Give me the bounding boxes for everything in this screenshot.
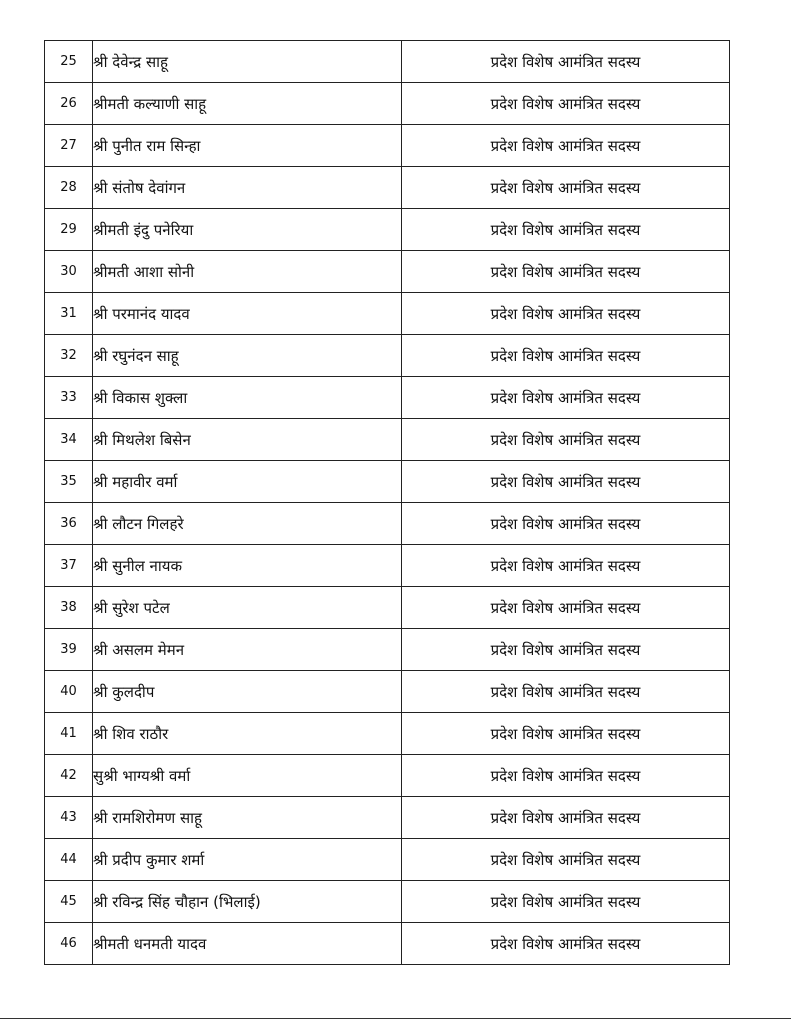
member-name-cell: श्रीमती धनमती यादव: [93, 923, 402, 965]
table-row: [45, 461, 730, 503]
member-role-cell: प्रदेश विशेष आमंत्रित सदस्य: [402, 251, 730, 293]
member-role-cell: प्रदेश विशेष आमंत्रित सदस्य: [402, 503, 730, 545]
table-row: [45, 629, 730, 671]
member-name-cell: श्रीमती आशा सोनी: [93, 251, 402, 293]
serial-number-cell: 39: [45, 629, 93, 671]
member-name-cell: श्री प्रदीप कुमार शर्मा: [93, 839, 402, 881]
table-row: [45, 923, 730, 965]
serial-number-cell: 33: [45, 377, 93, 419]
table-row: [45, 293, 730, 335]
member-name-cell: श्री लौटन गिलहरे: [93, 503, 402, 545]
serial-number-cell: 41: [45, 713, 93, 755]
serial-number-cell: 36: [45, 503, 93, 545]
member-role-cell: प्रदेश विशेष आमंत्रित सदस्य: [402, 839, 730, 881]
member-role-cell: प्रदेश विशेष आमंत्रित सदस्य: [402, 545, 730, 587]
member-name-cell: श्री महावीर वर्मा: [93, 461, 402, 503]
serial-number-cell: 46: [45, 923, 93, 965]
serial-number-cell: 26: [45, 83, 93, 125]
member-name-cell: श्री परमानंद यादव: [93, 293, 402, 335]
table-row: [45, 545, 730, 587]
table-row: [45, 41, 730, 83]
table-row: [45, 377, 730, 419]
members-table: [44, 40, 730, 965]
serial-number-cell: 38: [45, 587, 93, 629]
member-name-cell: श्रीमती इंदु पनेरिया: [93, 209, 402, 251]
member-role-cell: प्रदेश विशेष आमंत्रित सदस्य: [402, 125, 730, 167]
serial-number-cell: 34: [45, 419, 93, 461]
serial-number-cell: 45: [45, 881, 93, 923]
member-role-cell: प्रदेश विशेष आमंत्रित सदस्य: [402, 797, 730, 839]
member-role-cell: प्रदेश विशेष आमंत्रित सदस्य: [402, 587, 730, 629]
serial-number-cell: 27: [45, 125, 93, 167]
table-row: [45, 209, 730, 251]
serial-number-cell: 30: [45, 251, 93, 293]
member-role-cell: प्रदेश विशेष आमंत्रित सदस्य: [402, 209, 730, 251]
member-role-cell: प्रदेश विशेष आमंत्रित सदस्य: [402, 671, 730, 713]
member-role-cell: प्रदेश विशेष आमंत्रित सदस्य: [402, 41, 730, 83]
member-name-cell: श्रीमती कल्याणी साहू: [93, 83, 402, 125]
serial-number-cell: 29: [45, 209, 93, 251]
member-role-cell: प्रदेश विशेष आमंत्रित सदस्य: [402, 881, 730, 923]
member-role-cell: प्रदेश विशेष आमंत्रित सदस्य: [402, 293, 730, 335]
table-row: [45, 335, 730, 377]
table-row: [45, 671, 730, 713]
member-role-cell: प्रदेश विशेष आमंत्रित सदस्य: [402, 923, 730, 965]
member-name-cell: श्री असलम मेमन: [93, 629, 402, 671]
member-name-cell: सुश्री भाग्यश्री वर्मा: [93, 755, 402, 797]
serial-number-cell: 42: [45, 755, 93, 797]
member-name-cell: श्री मिथलेश बिसेन: [93, 419, 402, 461]
member-name-cell: श्री संतोष देवांगन: [93, 167, 402, 209]
table-row: [45, 503, 730, 545]
serial-number-cell: 32: [45, 335, 93, 377]
serial-number-cell: 43: [45, 797, 93, 839]
member-role-cell: प्रदेश विशेष आमंत्रित सदस्य: [402, 461, 730, 503]
table-row: [45, 167, 730, 209]
member-role-cell: प्रदेश विशेष आमंत्रित सदस्य: [402, 335, 730, 377]
member-name-cell: श्री देवेन्द्र साहू: [93, 41, 402, 83]
member-role-cell: प्रदेश विशेष आमंत्रित सदस्य: [402, 377, 730, 419]
member-name-cell: श्री विकास शुक्ला: [93, 377, 402, 419]
serial-number-cell: 25: [45, 41, 93, 83]
member-role-cell: प्रदेश विशेष आमंत्रित सदस्य: [402, 713, 730, 755]
member-role-cell: प्रदेश विशेष आमंत्रित सदस्य: [402, 629, 730, 671]
table-row: [45, 881, 730, 923]
member-name-cell: श्री रघुनंदन साहू: [93, 335, 402, 377]
serial-number-cell: 40: [45, 671, 93, 713]
member-role-cell: प्रदेश विशेष आमंत्रित सदस्य: [402, 755, 730, 797]
member-role-cell: प्रदेश विशेष आमंत्रित सदस्य: [402, 419, 730, 461]
table-row: [45, 419, 730, 461]
table-row: [45, 251, 730, 293]
serial-number-cell: 37: [45, 545, 93, 587]
serial-number-cell: 31: [45, 293, 93, 335]
member-role-cell: प्रदेश विशेष आमंत्रित सदस्य: [402, 167, 730, 209]
footer-divider: [0, 1018, 791, 1019]
member-role-cell: प्रदेश विशेष आमंत्रित सदस्य: [402, 83, 730, 125]
member-name-cell: श्री शिव राठौर: [93, 713, 402, 755]
table-row: [45, 755, 730, 797]
table-row: [45, 83, 730, 125]
serial-number-cell: 44: [45, 839, 93, 881]
table-row: [45, 125, 730, 167]
member-name-cell: श्री रविन्द्र सिंह चौहान (भिलाई): [93, 881, 402, 923]
member-name-cell: श्री कुलदीप: [93, 671, 402, 713]
member-name-cell: श्री सुनील नायक: [93, 545, 402, 587]
table-row: [45, 587, 730, 629]
member-name-cell: श्री सुरेश पटेल: [93, 587, 402, 629]
table-row: [45, 797, 730, 839]
table-row: [45, 713, 730, 755]
serial-number-cell: 28: [45, 167, 93, 209]
table-row: [45, 839, 730, 881]
serial-number-cell: 35: [45, 461, 93, 503]
member-name-cell: श्री पुनीत राम सिन्हा: [93, 125, 402, 167]
member-name-cell: श्री रामशिरोमण साहू: [93, 797, 402, 839]
